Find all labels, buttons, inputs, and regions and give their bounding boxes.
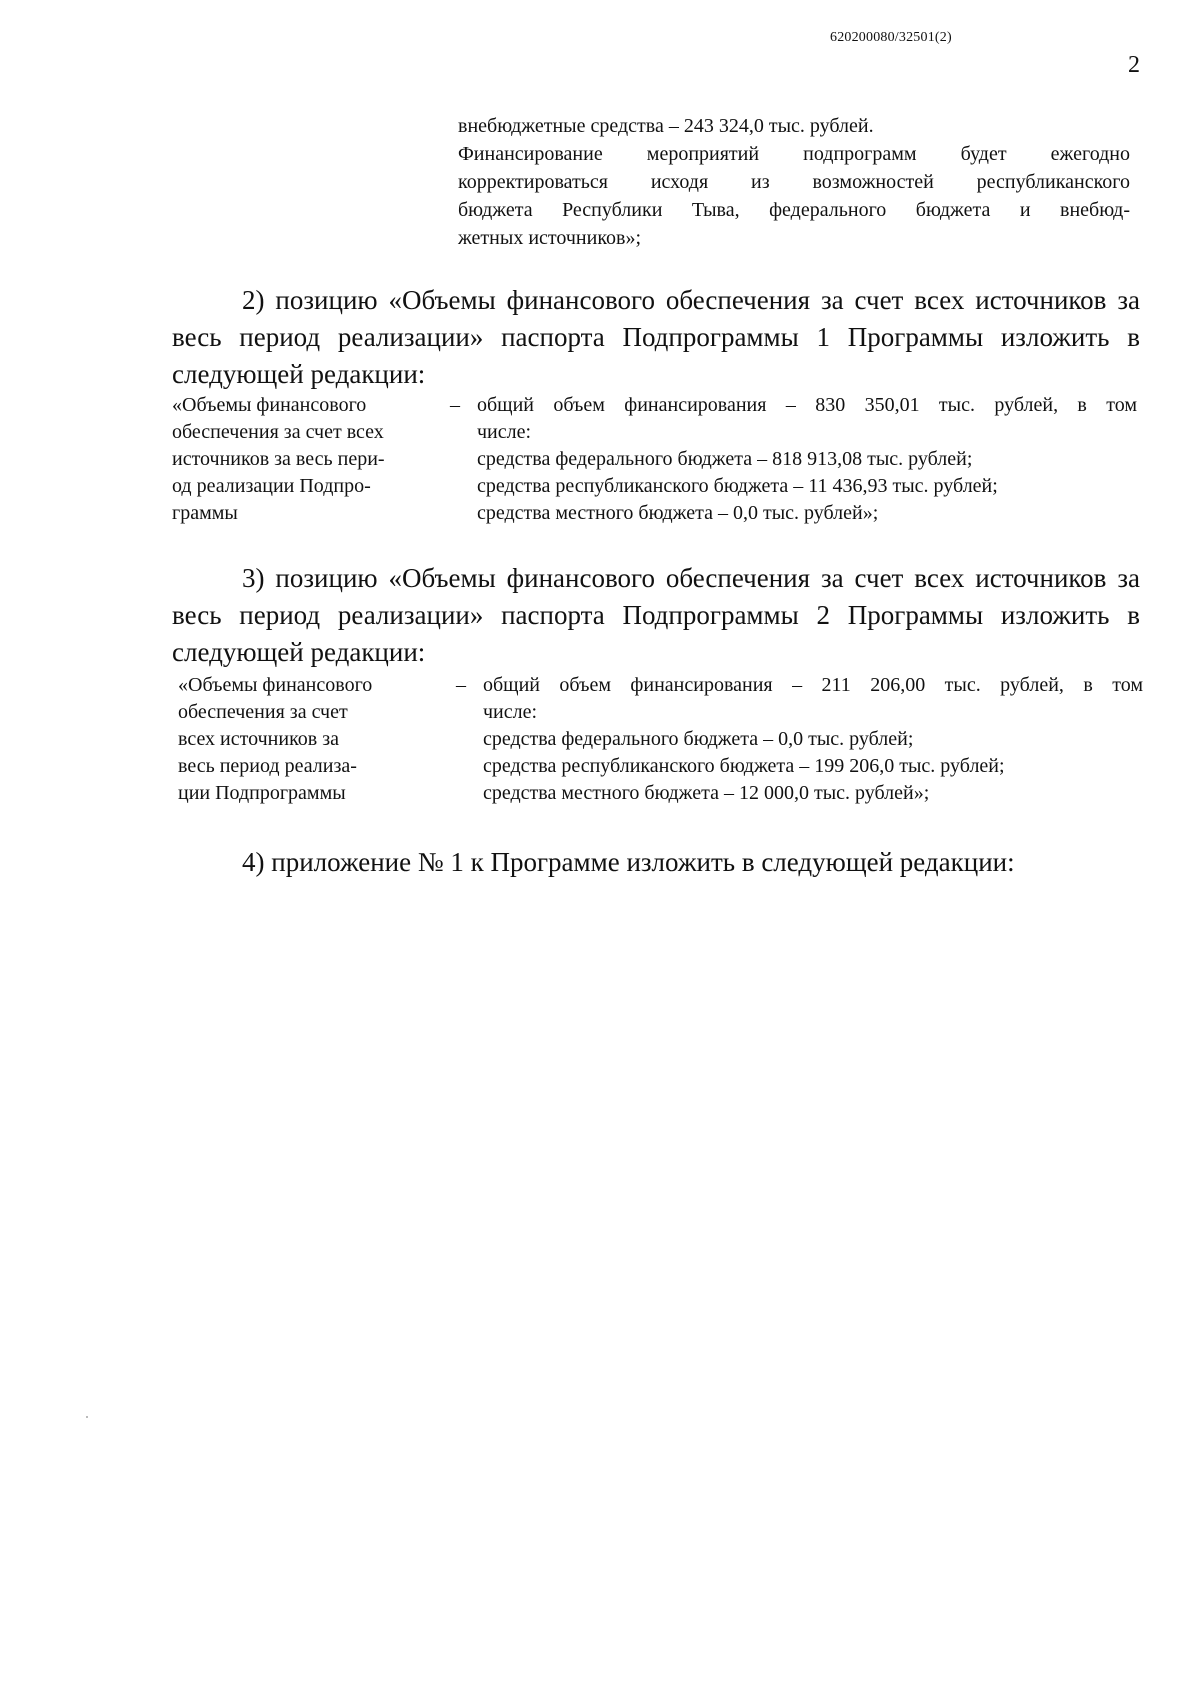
passport-label (178, 672, 448, 807)
document-code: 620200080/32501(2) (830, 30, 952, 45)
passport-label-line: «Объемы финансового (178, 674, 373, 696)
passport-label-line: «Объемы финансового (172, 394, 367, 416)
passport-label-line: граммы (172, 502, 238, 524)
passport-value-line: средства местного бюджета – 0,0 тыс. рублей»; (477, 502, 879, 524)
amendment-item-4: 4) приложение № 1 к Программе изложить в следующей редакции: (242, 847, 1015, 877)
passport-value (483, 672, 1143, 807)
passport-value-line: средства республиканского бюджета – 199 206,0 тыс. рублей; (483, 755, 1005, 777)
passport-label-line: всех источников за (178, 728, 339, 750)
passport-label-line: источников за весь пери- (172, 448, 385, 470)
passport-label-line: ции Подпрограммы (178, 782, 346, 804)
passport-value-line: средства республиканского бюджета – 11 436,93 тыс. рублей; (477, 475, 998, 497)
passport-value (477, 392, 1137, 527)
page-number: 2 (1128, 52, 1140, 78)
continuation-line: внебюджетные средства – 243 324,0 тыс. рублей. (458, 115, 874, 137)
passport-value-line: общий объем финансирования – 211 206,00 тыс. рублей, в том (483, 674, 1143, 696)
passport-value-line: средства федерального бюджета – 818 913,08 тыс. рублей; (477, 448, 973, 470)
financing-continuation (458, 112, 1130, 252)
passport-dash: – (456, 674, 466, 696)
passport-label-line: обеспечения за счет всех (172, 421, 384, 443)
continuation-line: корректироваться исходя из возможностей республиканского (458, 171, 1130, 193)
passport-label-line: од реализации Подпро- (172, 475, 371, 497)
passport-label (172, 392, 442, 527)
passport-value-line: числе: (483, 701, 538, 723)
passport-label-line: весь период реализа- (178, 755, 357, 777)
continuation-line: бюджета Республики Тыва, федерального бюджета и внебюд- (458, 199, 1130, 221)
passport-value-line: средства местного бюджета – 12 000,0 тыс. рублей»; (483, 782, 930, 804)
amendment-item-2: 2) позицию «Объемы финансового обеспечения за счет всех источников за весь период реализации» паспорта Подпрограммы 1 Программы изложить в следующей редакции: (172, 285, 1140, 389)
amendment-item-3: 3) позицию «Объемы финансового обеспечения за счет всех источников за весь период реализации» паспорта Подпрограммы 2 Программы изложить в следующей редакции: (172, 563, 1140, 667)
continuation-line: жетных источников»; (458, 227, 642, 249)
passport-value-line: числе: (477, 421, 532, 443)
continuation-line: Финансирование мероприятий подпрограмм будет ежегодно (458, 143, 1130, 165)
scan-artifact (86, 1416, 88, 1418)
passport-dash: – (450, 394, 460, 416)
passport-value-line: средства федерального бюджета – 0,0 тыс. рублей; (483, 728, 914, 750)
passport-label-line: обеспечения за счет (178, 701, 348, 723)
passport-value-line: общий объем финансирования – 830 350,01 тыс. рублей, в том (477, 394, 1137, 416)
